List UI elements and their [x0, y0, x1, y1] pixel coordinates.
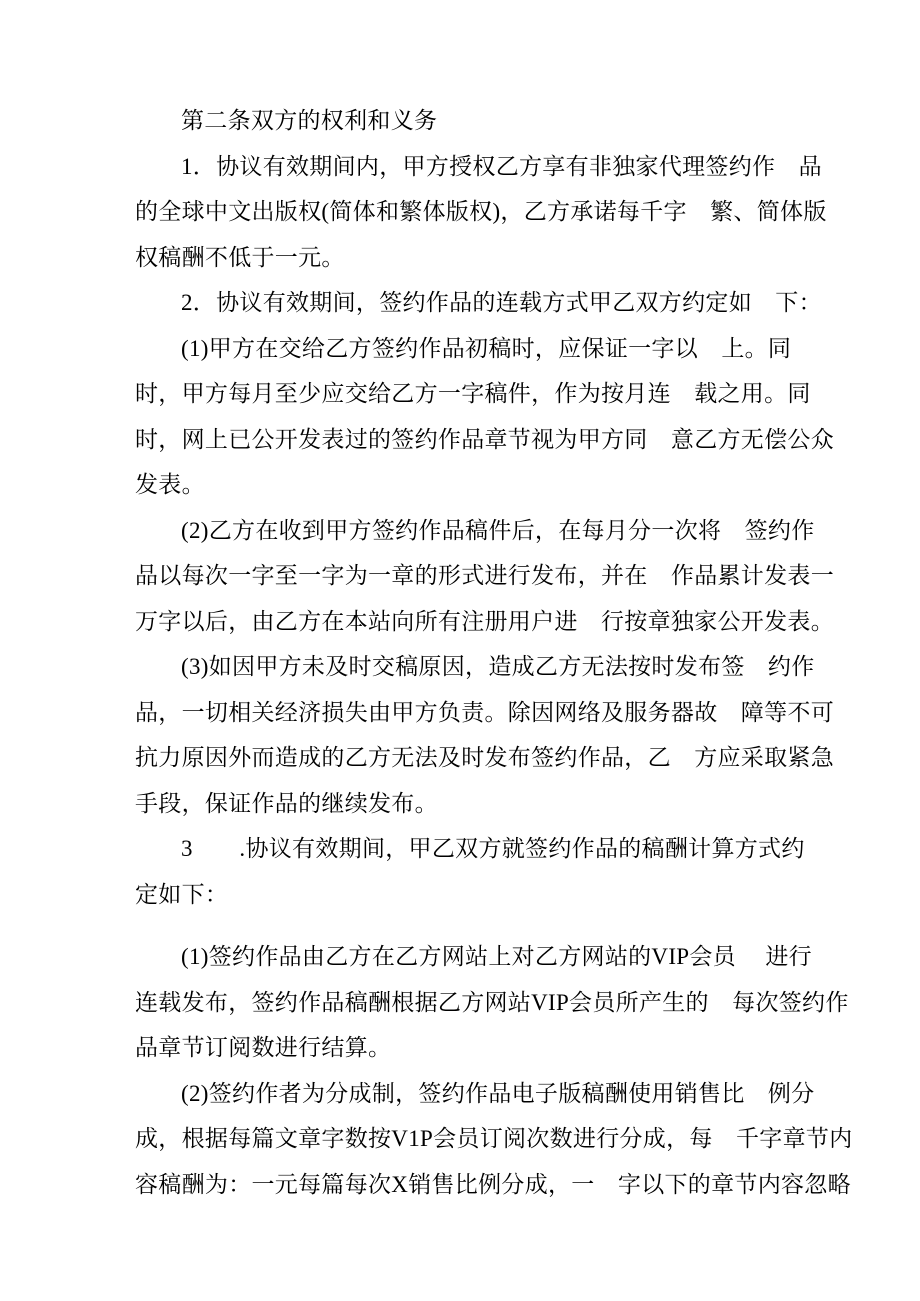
- paragraph: [135, 144, 825, 281]
- paragraph: [135, 934, 849, 1071]
- text-line: 权稿酬不低于一元。: [135, 244, 345, 270]
- text-line: (2)乙方在收到甲方签约作品稿件后，在每月分一次将 签约作: [181, 517, 815, 543]
- text-line: (1)甲方在交给乙方签约作品初稿时，应保证一字以 上。同: [181, 335, 792, 361]
- text-line: 成，根据每篇文章字数按V1P会员订阅次数进行分成，每 千字章节内: [135, 1126, 853, 1151]
- text-line: 时，甲方每月至少应交给乙方一字稿件，作为按月连 载之用。同: [135, 381, 811, 406]
- paragraph: [135, 826, 825, 917]
- text-line: 的全球中文出版权(简体和繁体版权)，乙方承诺每千字 繁、简体版: [135, 199, 827, 224]
- text-line: (3)如因甲方未及时交稿原因，造成乙方无法按时发布签 约作: [181, 654, 815, 679]
- text-line: 容稿酬为：一元每篇每次X销售比例分成，一 字以下的章节内容忽略: [135, 1171, 851, 1197]
- text-line: 抗力原因外而造成的乙方无法及时发布签约作品，乙 方应采取紧急: [135, 745, 834, 770]
- text-line: 品以每次一字至一字为一章的形式进行发布，并在 作品累计发表一: [135, 563, 834, 588]
- text-line: (2)签约作者为分成制，签约作品电子版稿酬使用销售比 例分: [181, 1080, 815, 1106]
- paragraph: [135, 326, 834, 508]
- text-line: 品，一切相关经济损失由甲方负责。除因网络及服务器故 障等不可: [135, 699, 834, 725]
- paragraph: [135, 644, 834, 826]
- text-line: 手段，保证作品的继续发布。: [135, 790, 438, 816]
- paragraph: [135, 280, 825, 326]
- text-line: 定如下：: [135, 881, 229, 907]
- text-line: 发表。: [135, 472, 205, 497]
- text-line: 品章节订阅数进行结算。: [135, 1035, 392, 1060]
- text-line: 3 .协议有效期间，甲乙双方就签约作品的稿酬计算方式约: [181, 836, 805, 861]
- text-line: 时，网上已公开发表过的签约作品章节视为甲方同 意乙方无偿公众: [135, 426, 834, 452]
- text-line: (1)签约作品由乙方在乙方网站上对乙方网站的VIP会员 进行: [181, 944, 812, 969]
- text-line: 2．协议有效期间，签约作品的连载方式甲乙双方约定如 下：: [181, 290, 822, 315]
- text-line: 连载发布，签约作品稿酬根据乙方网站VIP会员所产生的 每次签约作: [135, 989, 849, 1015]
- section-heading-block: [135, 98, 825, 144]
- text-line: 万字以后，由乙方在本站向所有注册用户进 行按章独家公开发表。: [135, 608, 834, 634]
- section-heading: 第二条双方的权利和义务: [181, 108, 438, 133]
- text-line: 1．协议有效期间内，甲方授权乙方享有非独家代理签约作 品: [181, 153, 822, 179]
- paragraph: [135, 1071, 853, 1208]
- paragraph: [135, 508, 834, 645]
